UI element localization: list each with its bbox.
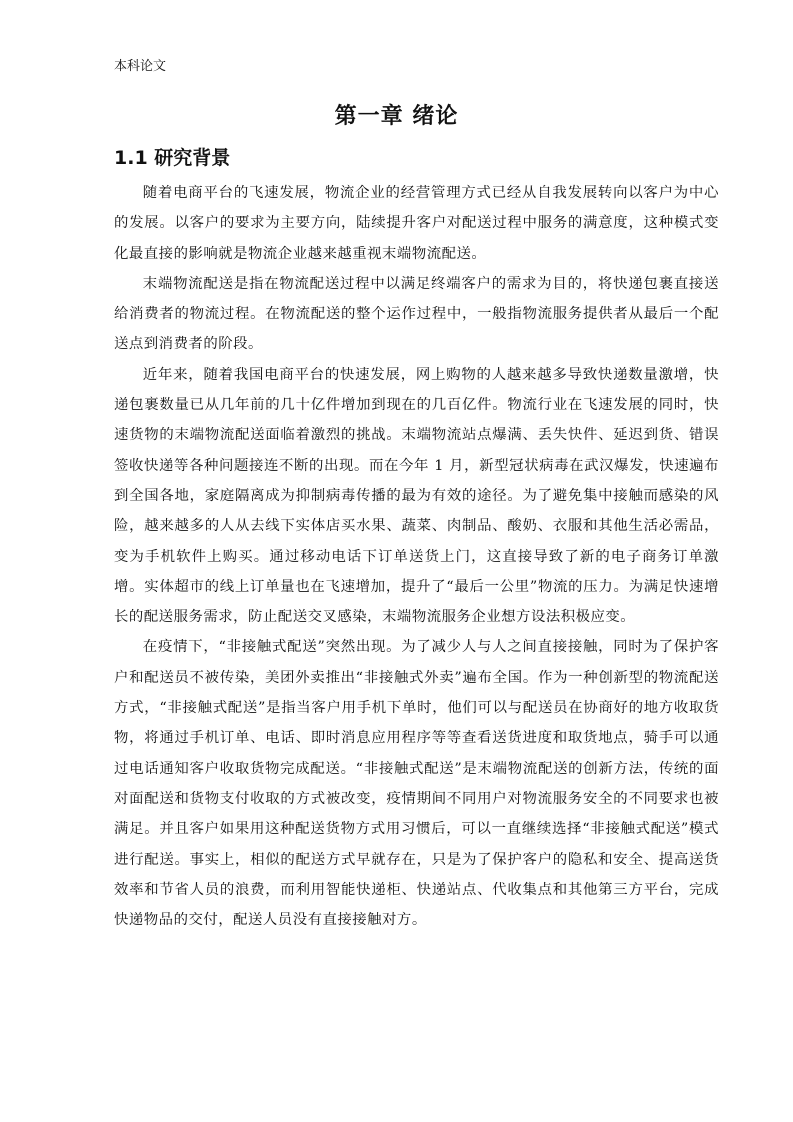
section-title: 1.1 研究背景 [114, 147, 231, 169]
paragraph: 近年来，随着我国电商平台的快速发展，网上购物的人越来越多导致快递数量激增，快递包裹数量已从几年前的几十亿件增加到现在的几百亿件。物流行业在飞速发展的同时，快速货物的末端物流配送面临着激烈的挑战。末端物流站点爆满、丢失快件、延迟到货、错误签收快递等各种问题接连不断的出现。而在今年 1 月，新型冠状病毒在武汉爆发，快速遍布到全国各地，家庭隔离成为抑制病毒传播的最为有效的途径。为了避免集中接触而感染的风险，越来越多的人从去线下实体店买水果、蔬菜、肉制品、酸奶、衣服和其他生活必需品，变为手机软件上购买。通过移动电话下订单送货上门，这直接导致了新的电子商务订单激增。实体超市的线上订单量也在飞速增加，提升了“最后一公里”物流的压力。为满足快速增长的配送服务需求，防止配送交叉感染，末端物流服务企业想方设法积极应变。 [114, 366, 719, 626]
paragraph: 随着电商平台的飞速发展，物流企业的经营管理方式已经从自我发展转向以客户为中心的发展。以客户的要求为主要方向，陆续提升客户对配送过程中服务的满意度，这种模式变化最直接的影响就是物流企业越来越重视末端物流配送。 [114, 185, 719, 262]
page-header-label: 本科论文 [114, 59, 167, 74]
paragraph: 末端物流配送是指在物流配送过程中以满足终端客户的需求为目的，将快递包裹直接送给消费者的物流过程。在物流配送的整个运作过程中，一般指物流服务提供者从最后一个配送点到消费者的阶段。 [114, 275, 719, 353]
body-text [114, 178, 719, 935]
paragraph: 在疫情下，“非接触式配送”突然出现。为了减少人与人之间直接接触，同时为了保护客户和配送员不被传染，美团外卖推出“非接触式外卖”遍布全国。作为一种创新型的物流配送方式，“非接触式配送”是指当客户用手机下单时，他们可以与配送员在协商好的地方收取货物，将通过手机订单、电话、即时消息应用程序等等查看送货进度和取货地点，骑手可以通过电话通知客户收取货物完成配送。“非接触式配送”是末端物流配送的创新方法，传统的面对面配送和货物支付收取的方式被改变，疫情期间不同用户对物流服务安全的不同要求也被满足。并且客户如果用这种配送货物方式用习惯后，可以一直继续选择“非接触式配送”模式进行配送。事实上，相似的配送方式早就存在，只是为了保护客户的隐私和安全、提高送货效率和节省人员的浪费，而利用智能快递柜、快递站点、代收集点和其他第三方平台，完成快递物品的交付，配送人员没有直接接触对方。 [114, 639, 719, 929]
chapter-title: 第一章 绪论 [334, 104, 459, 129]
